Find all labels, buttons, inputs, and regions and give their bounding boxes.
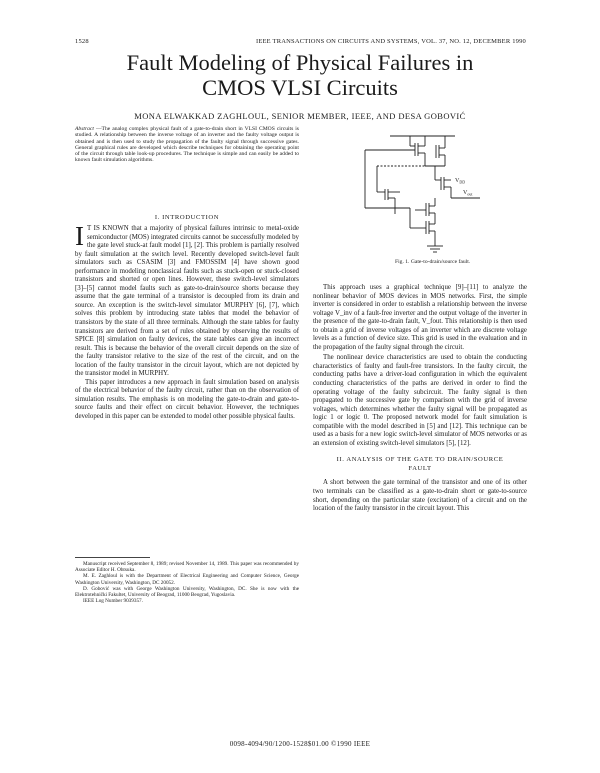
right-paragraph-3: A short between the gate terminal of the transistor and one of its other two terminals can be classified as a gate-to-drain short or gate-to-source short, depending on the particular state (excitation) of a circuit and on the location of the faulty transistor in the circuit layout. This [313,479,527,513]
footnote-line: Manuscript received September 8, 1989; revised November 14, 1989. This paper was recommended by Associate Editor H. Ohtsuka. [75,561,299,574]
page-number: 1528 [75,38,89,45]
copyright-code: 0098-4094/90/1200-1528$01.00 ©1990 IEEE [229,740,371,748]
abstract-label: Abstract [75,126,94,132]
intro-paragraph-1 [75,221,299,379]
section-heading-introduction: I. INTRODUCTION [154,214,220,221]
footnote-rule [75,557,150,558]
paper-title [0,50,600,100]
journal-header: IEEE TRANSACTIONS ON CIRCUITS AND SYSTEMS, VOL. 37, NO. 12, DECEMBER 1990 [255,38,526,45]
section-heading-line: II. ANALYSIS OF THE GATE TO DRAIN/SOURCE [336,456,504,464]
footnote [75,561,299,604]
abstract [75,126,299,164]
vout-label: $V_{out}$ [463,190,473,197]
intro-body [75,221,299,422]
section-heading-analysis [313,456,527,473]
intro-first-words: T IS KNOWN [87,225,129,232]
abstract-text: —The analog complex physical fault of a gate-to-drain short in VLSI CMOS circuits is studied. A relationship between the inverse voltage of an inverter and the faulty voltage output is obtained and is then used to study the propagation of the faulty signal through successive gates. General graphical rules are developed which describe techniques for obtaining the operating point of the circuit through table look-up procedures. The technique is simple and can easily be added to known fault simulation algorithms. [75,126,299,164]
vdd-label: $V_{DD}$ [455,178,466,185]
footnote-line: D. Gobović was with George Washington University, Washington, DC. She is now with the Elektrotehnički Fakultet, University of Beograd, 11000 Beograd, Yugoslavia. [75,585,299,599]
figure-caption: Fig. 1. Gate-to-drain/source fault. [395,259,471,265]
right-column-body [313,284,527,514]
right-paragraph-2: The nonlinear device characteristics are used to obtain the conducting characteristics of faulty and fault-free transistors. In the faulty circuit, the conducting paths have a driver-load configuration in which the equivalent conducting characteristics of the paths are derived in order to find the operating voltage of the faulty subcircuit. The faulty signal is then propagated to the successive gate by comparison with the grid of inverse voltages, which determines whether the faulty signal will be propagated as logic 1 or logic 0. The proposed network model for fault simulation is compatible with the model described in [5] and [12]. This technique can be used as a basis for a new logic switch-level simulator of MOS networks or as an extension of existing switch-level simulators [5], [12]. [313,354,527,447]
drop-cap: I [75,221,84,251]
section-heading-line: FAULT [408,464,432,472]
footnote-line: M. E. Zaghloul is with the Department of Electrical Engineering and Computer Science, George Washington University, Washington, DC 20052. [75,573,299,586]
intro-paragraph-2: This paper introduces a new approach in fault simulation based on analysis of the electrical behavior of the faulty circuit, rather than on the observation of simulation results. The emphasis is on modeling the gate-to-drain and gate-to-source faults and their effect on circuit behavior. However, the techniques developed in this paper can be extended to model other possible physical faults. [75,378,299,421]
footnote-line: IEEE Log Number 9039357. [83,598,143,605]
intro-paragraph-1-text: that a majority of physical failures intrinsic to metal-oxide semiconductor (MOS) integrated circuits cannot be successfully modeled by the gate level stuck-at fault model [1], [2]. This problem is partially resolved by fault simulation at the switch level. Recently developed switch-level fault simulators such as CSASIM [3] and FMOSSIM [4] have shown good performance in modeling nonclassical faults such as stuck-open or stuck-closed transistors and shorted or open lines. However, these switch-level simulators [3]–[5] cannot model faults such as gate-to-drain/source shorts because they assume that the gate terminal of a transistor is decoupled from its drain and source. An exception is the switch-level simulator MURPHY [6], [7], which solves this problem by introducing state tables that model the behavior of transistors by the state of all three terminals. Although the state tables for faulty transistors are derived from a set of rules obtained by observing the results of SPICE [8] simulation on faulty devices, the state tables can give an incorrect result. This is because the behavior of the overall circuit depends on the size of the faulty transistor relative to the size of the rest of the circuit, and on the location of the faulty transistor in the circuit layout, which are not depicted by the transistor model in MURPHY. [75,225,299,378]
authors: MONA ELWAKKAD ZAGHLOUL, SENIOR MEMBER, IEEE, AND DESA GOBOVIĆ [134,111,466,121]
title-line-1: Fault Modeling of Physical Failures in [126,50,474,75]
figure-circuit [355,128,485,256]
right-paragraph-1: This approach uses a graphical technique [9]–[11] to analyze the nonlinear behavior of MOS devices in MOS networks. First, the simple inverter is considered in order to establish a relationship between the inverse voltage V_inv of a fault-free inverter and the output voltage of the inverter in the presence of the gate-to-drain fault, V_fout. This relationship is then used to obtain a grid of inverse voltages of an inverter which are discrete voltage levels as a function of device size. This grid is used in the evaluation and in the propagation of the faulty signal through the circuit. [313,284,527,351]
title-line-2: CMOS VLSI Circuits [202,75,398,100]
